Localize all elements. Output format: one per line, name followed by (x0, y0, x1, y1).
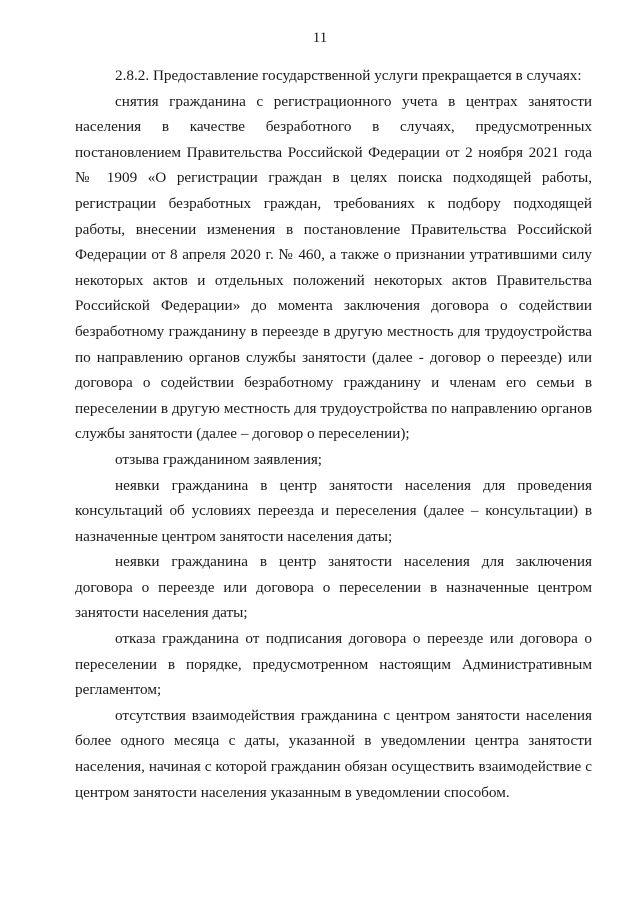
paragraph-deregistration: снятия гражданина с регистрационного учета в центрах занятости населения в качестве безработного в случаях, предусмотренных постановлением Правительства Российской Федерации от 2 ноября 2021 года № 1909 «О регистрации граждан в целях поиска подходящей работы, регистрации безработных граждан, требованиях к подбору подходящей работы, внесении изменения в постановление Правительства Российской Федерации от 8 апреля 2020 г. № 460, а также о признании утратившими силу некоторых актов и отдельных положений некоторых актов Правительства Российской Федерации» до момента заключения договора о содействии безработному гражданину в переезде в другую местность для трудоустройства по направлению органов службы занятости (далее - договор о переезде) или договора о содействии безработному гражданину и членам его семьи в переселении в другую местность для трудоустройства по направлению органов службы занятости (далее – договор о переселении); (75, 92, 592, 443)
section-heading-2-8-2: 2.8.2. Предоставление государственной услуги прекращается в случаях: (115, 67, 582, 84)
document-body (75, 63, 592, 805)
paragraph-no-show-consultation: неявки гражданина в центр занятости населения для проведения консультаций об условиях переезда и переселения (далее – консультации) в назначенные центром занятости населения даты; (75, 476, 592, 545)
page-number: 11 (312, 30, 328, 46)
paragraph-application-withdrawal: отзыва гражданином заявления; (115, 450, 323, 468)
paragraph-no-show-contract: неявки гражданина в центр занятости населения для заключения договора о переезде или договора о переселении в назначенные центром занятости населения даты; (75, 553, 592, 622)
paragraph-refusal-to-sign: отказа гражданина от подписания договора о переезде или договора о переселении в порядке, предусмотренном настоящим Административным регламентом; (75, 630, 592, 699)
paragraph-no-interaction: отсутствия взаимодействия гражданина с центром занятости населения более одного месяца с даты, указанной в уведомлении центра занятости населения, начиная с которой гражданин обязан осуществить взаимодействие с центром занятости населения указанным в уведомлении способом. (75, 706, 592, 801)
